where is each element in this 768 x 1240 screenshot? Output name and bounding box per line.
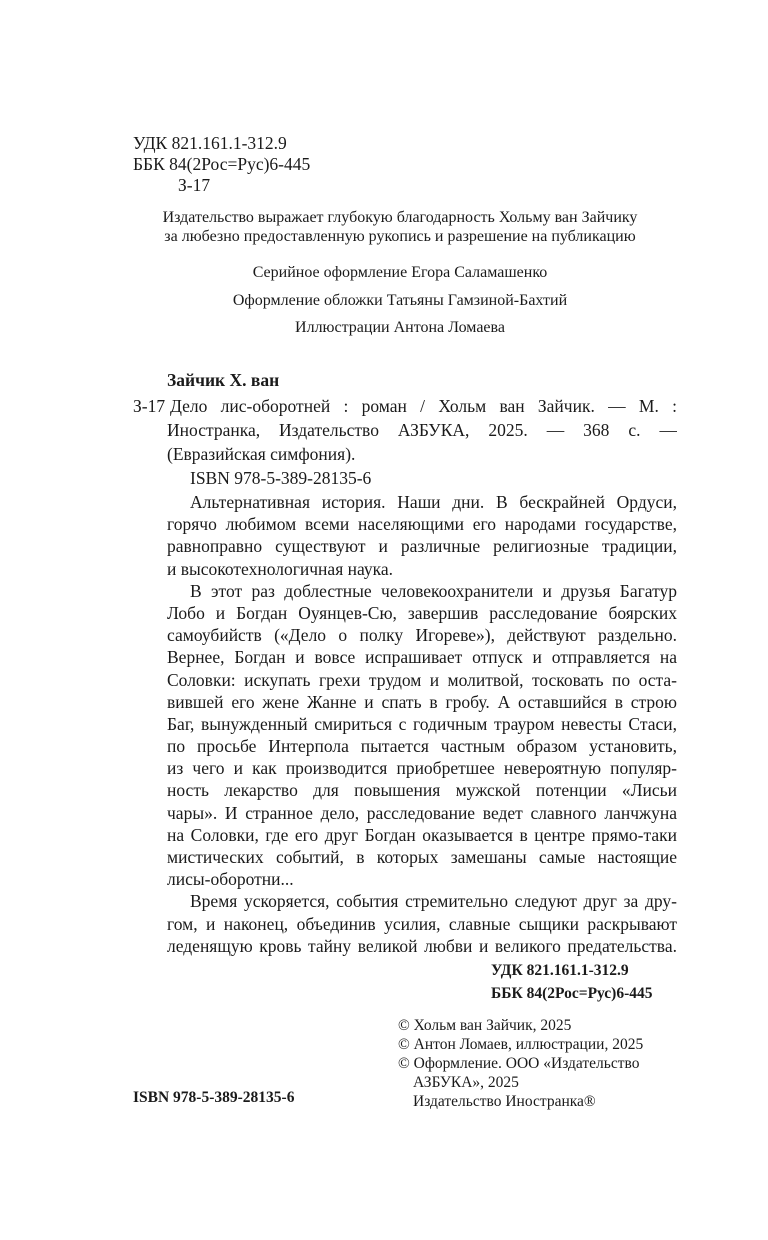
thanks-line: Издательство выражает глубокую благодарность Хольму ван Зайчику xyxy=(162,209,638,226)
annotation-line: Альтернативная история. Наши дни. В бескрайней Ордуси, xyxy=(190,492,677,512)
publisher-trademark: Издательство Иностранка® xyxy=(413,1093,596,1110)
catalog-title-line: Дело лис-оборотней : роман / Хольм ван Зайчик. — М. : xyxy=(170,396,677,416)
annotation-line: ность лекарство для повышения мужской потенции «Лисьи xyxy=(167,780,677,801)
footer-codes xyxy=(491,959,653,1005)
copyright-block xyxy=(398,1016,643,1111)
annotation-line: Время ускоряется, события стремительно следуют друг за дру- xyxy=(190,891,677,912)
thanks-line: за любезно предоставленную рукопись и разрешение на публикацию xyxy=(164,227,636,245)
publisher-thanks xyxy=(130,209,670,246)
footer-bbk: ББК 84(2Рос=Рус)6-445 xyxy=(491,985,653,1002)
copyright-line: © Хольм ван Зайчик, 2025 xyxy=(398,1017,572,1034)
credit-cover-design: Оформление обложки Татьяны Гамзиной-Бахтий xyxy=(232,292,568,309)
header-codes xyxy=(133,133,310,196)
isbn-footer: ISBN 978-5-389-28135-6 xyxy=(133,1089,295,1106)
catalog-isbn: ISBN 978-5-389-28135-6 xyxy=(190,468,372,488)
bbk-code: ББК 84(2Рос=Рус)6-445 xyxy=(133,154,311,174)
annotation-line: леденящую кровь тайну великой любви и великого предательства. xyxy=(167,935,677,956)
copyright-line: © Антон Ломаев, иллюстрации, 2025 xyxy=(398,1036,644,1053)
copyright-line: © Оформление. ООО «Издательство xyxy=(398,1055,640,1072)
catalog-series: (Евразийская симфония). xyxy=(167,444,356,464)
annotation-line: горячо любимом всеми населяющими его народами государстве, xyxy=(167,514,677,535)
annotation-line: из чего и как производится приобретшее невероятную популяр- xyxy=(167,758,677,779)
annotation-line: Вернее, Богдан и вовсе испрашивает отпуск и отправляется на xyxy=(167,647,677,668)
catalog-sign: З-17 xyxy=(133,396,166,416)
annotation-line: на Соловки, где его друг Богдан оказывается в центре прямо-таки xyxy=(167,824,677,845)
annotation-line: по просьбе Интерпола пытается частным образом установить, xyxy=(167,736,677,757)
copyright-line: АЗБУКА», 2025 xyxy=(413,1074,519,1091)
catalog-title-line: Иностранка, Издательство АЗБУКА, 2025. — 368 с. — xyxy=(167,420,677,440)
annotation-line: равноправно существуют и различные религиозные традиции, xyxy=(167,536,677,557)
author-sign: З-17 xyxy=(178,175,211,195)
annotation-line: гом, и наконец, объединив усилия, славные сыщики раскрывают xyxy=(167,913,677,934)
annotation-line: лисы-оборотни... xyxy=(167,869,294,890)
annotation-line: В этот раз доблестные человекоохранители и друзья Багатур xyxy=(190,580,677,601)
credit-illustrations: Иллюстрации Антона Ломаева xyxy=(295,319,505,336)
annotation-line: самоубийств («Дело о полку Игореве»), действуют раздельно. xyxy=(167,625,677,646)
annotation-line: мистических событий, в которых замешаны самые настоящие xyxy=(167,847,677,867)
credit-series-design: Серийное оформление Егора Саламашенко xyxy=(252,264,548,281)
annotation-line: вившей его жене Жанне и спать в гробу. А оставшийся в строю xyxy=(167,691,677,712)
catalog-author: Зайчик Х. ван xyxy=(167,370,280,390)
annotation-line: и высокотехнологичная наука. xyxy=(167,558,393,579)
udk-code: УДК 821.161.1-312.9 xyxy=(133,133,287,153)
annotation xyxy=(167,491,677,957)
annotation-line: чары». И странное дело, расследование ведет славного ланчжуна xyxy=(167,802,677,823)
annotation-line: Лобо и Богдан Оуянцев-Сю, завершив расследование боярских xyxy=(167,602,677,623)
annotation-line: Баг, вынужденный смириться с годичным трауром невесты Стаси, xyxy=(167,713,677,734)
footer-udk: УДК 821.161.1-312.9 xyxy=(491,962,629,979)
annotation-line: Соловки: искупать грехи трудом и молитвой, тосковать по оста- xyxy=(167,669,677,690)
